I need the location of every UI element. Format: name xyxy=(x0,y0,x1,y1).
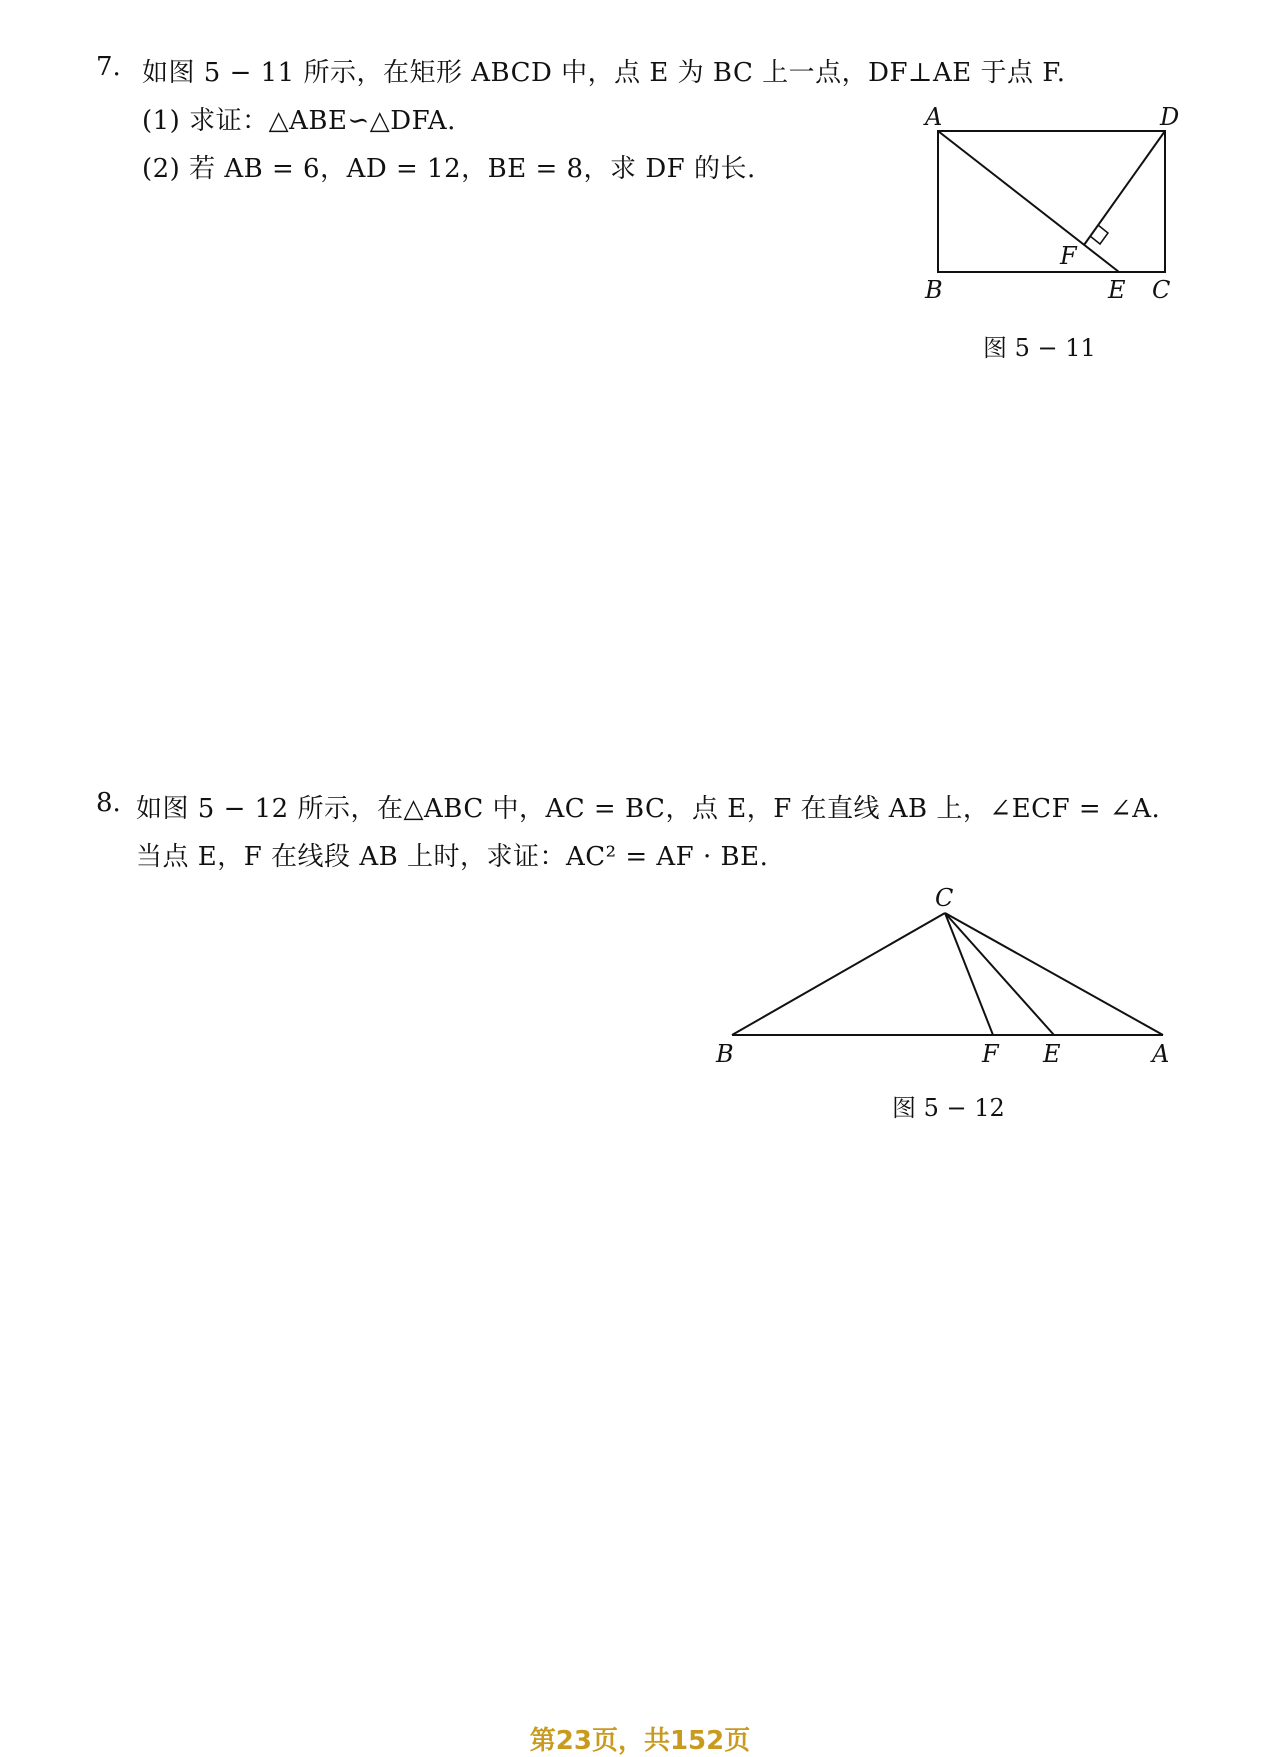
label-b: B xyxy=(925,276,943,304)
segment-ce xyxy=(945,913,1054,1035)
figure-5-11-caption: 图 5 − 11 xyxy=(983,334,1096,362)
problem-7-part-1: (1) 求证：△ABE∽△DFA. xyxy=(142,106,456,136)
label-b: B xyxy=(716,1040,734,1068)
problem-7-statement: 如图 5 − 11 所示，在矩形 ABCD 中，点 E 为 BC 上一点，DF⊥AE 于点 F. xyxy=(142,58,1066,88)
label-e: E xyxy=(1108,276,1126,304)
label-f: F xyxy=(1060,242,1077,270)
label-a: A xyxy=(925,103,943,131)
segment-cf xyxy=(945,913,993,1035)
label-c: C xyxy=(935,884,954,912)
figure-5-12-caption: 图 5 − 12 xyxy=(892,1094,1005,1122)
problem-8-statement-cont: 当点 E，F 在线段 AB 上时，求证：AC² = AF · BE. xyxy=(136,842,769,872)
problem-8-number: 8. xyxy=(96,788,121,818)
label-c: C xyxy=(1152,276,1171,304)
problem-7-part-2: (2) 若 AB = 6，AD = 12，BE = 8，求 DF 的长. xyxy=(142,154,756,184)
label-d: D xyxy=(1160,103,1180,131)
segment-ca xyxy=(945,913,1163,1035)
problem-8-statement: 如图 5 − 12 所示，在△ABC 中，AC = BC，点 E，F 在直线 AB 上，∠ECF = ∠A. xyxy=(136,794,1161,824)
segment-cb xyxy=(732,913,945,1035)
problem-7-number: 7. xyxy=(96,52,121,82)
label-a: A xyxy=(1152,1040,1170,1068)
label-e: E xyxy=(1043,1040,1061,1068)
page-number: 第23页，共152页 xyxy=(529,1726,751,1756)
label-f: F xyxy=(982,1040,999,1068)
